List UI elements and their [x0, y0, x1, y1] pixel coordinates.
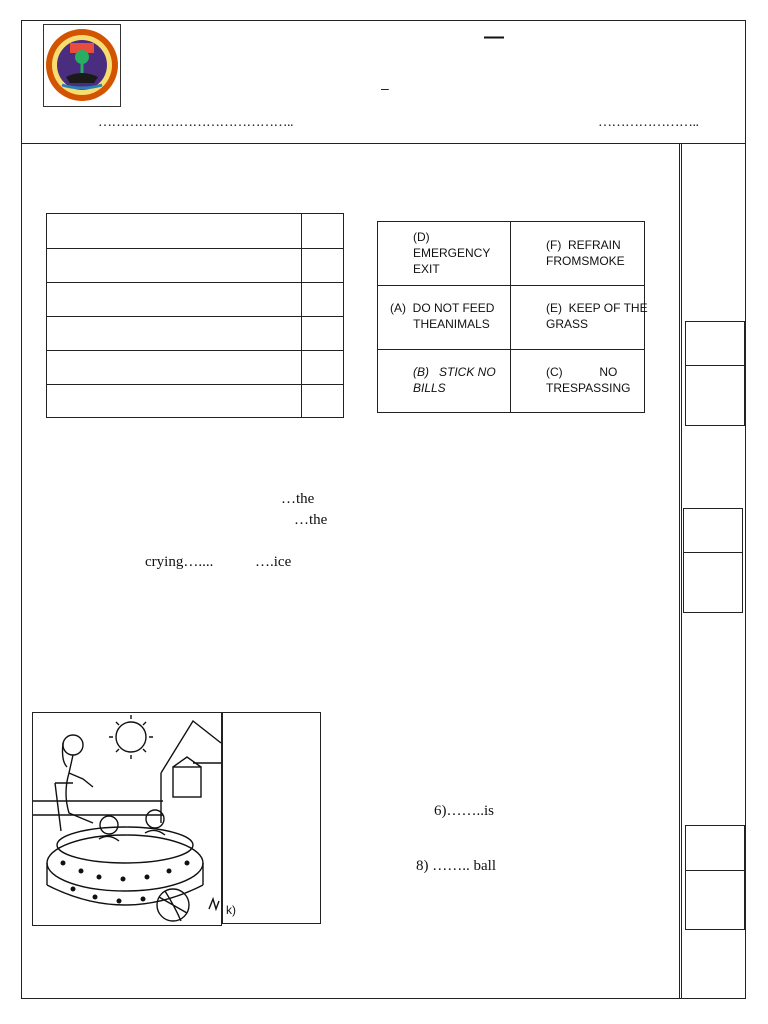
fill-in-ice: ….ice — [255, 554, 292, 570]
signs-col-divider — [510, 221, 511, 413]
picture-frame — [32, 712, 222, 926]
answer-row-line — [46, 350, 344, 351]
question-6: 6)……..is — [434, 803, 494, 819]
mark-box-1-top — [685, 321, 745, 366]
sign-cell-refrain-smoke: (F) REFRAIN FROMSMOKE — [546, 238, 625, 268]
signs-row-line — [377, 285, 645, 286]
signs-row-line — [377, 349, 645, 350]
crest-icon — [44, 25, 120, 106]
answer-row-line — [46, 316, 344, 317]
header-dots-right: ………………….. — [598, 115, 699, 130]
answer-row-line — [46, 248, 344, 249]
answer-row-line — [46, 282, 344, 283]
mark-box-1-bottom — [685, 365, 745, 426]
mark-box-2-top — [683, 508, 743, 553]
fill-in-line-2: …the — [294, 512, 328, 528]
header-dots-left: …………………………………….. — [98, 115, 293, 130]
pool-scene-illustration — [33, 713, 221, 925]
picture-answer-box — [222, 712, 321, 924]
fill-in-line-1: …the — [281, 491, 315, 507]
header-dash-mid: – — [381, 80, 389, 96]
sign-cell-emergency-exit: (D) EMERGENCY EXIT — [413, 230, 491, 276]
school-logo — [43, 24, 121, 107]
mark-box-3-bottom — [685, 870, 745, 930]
sign-cell-no-trespassing: (C) NO TRESPASSING — [546, 365, 631, 395]
mark-box-2-bottom — [683, 552, 743, 613]
fill-in-crying: crying….... — [145, 554, 214, 570]
mark-box-3-top — [685, 825, 745, 871]
question-8: 8) …….. ball — [416, 858, 496, 874]
sign-cell-do-not-feed: (A) DO NOT FEED THEANIMALS — [390, 301, 495, 331]
sign-cell-keep-off-grass: (E) KEEP OF THE GRASS — [546, 301, 648, 331]
header-dash-top: — — [484, 26, 504, 48]
sign-cell-stick-no-bills: (B) STICK NO BILLS — [413, 365, 496, 395]
answer-row-line — [46, 384, 344, 385]
label-k: k) — [226, 903, 236, 917]
